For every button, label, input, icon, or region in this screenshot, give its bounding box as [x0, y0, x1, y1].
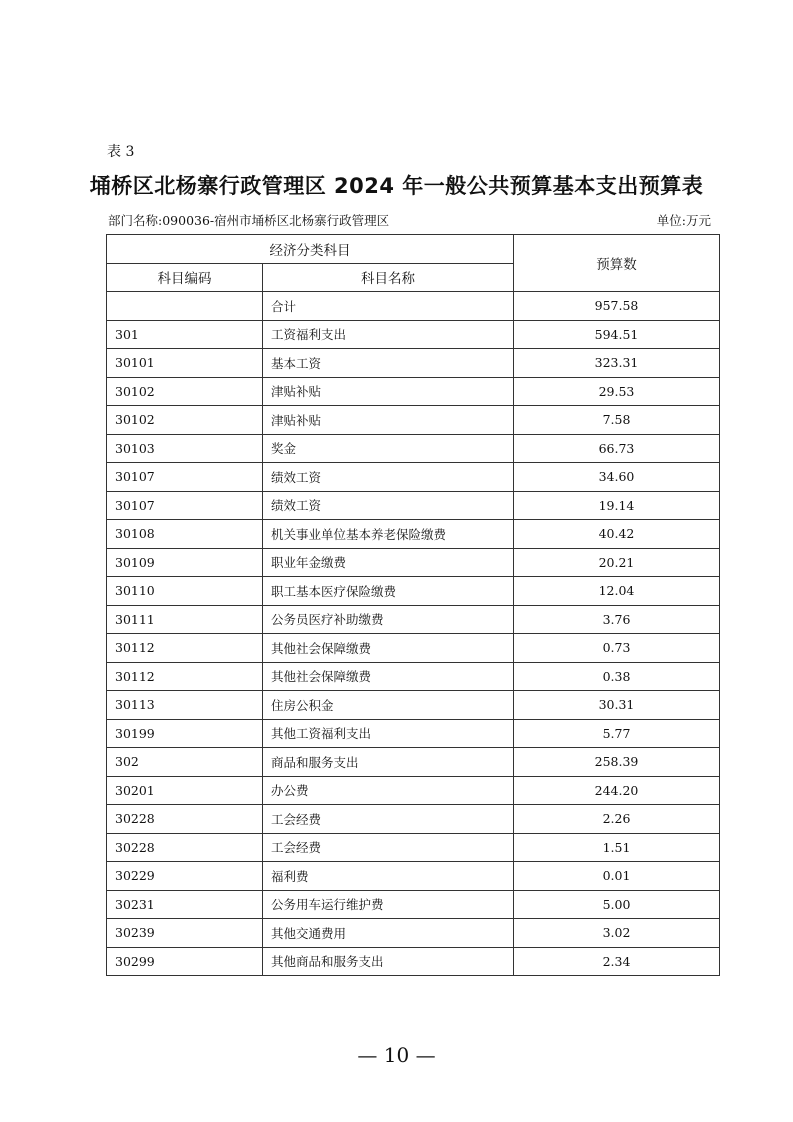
subject-code-cell: 30113: [107, 691, 263, 720]
header-economic-classification: 经济分类科目: [107, 235, 514, 264]
subject-name-cell: 基本工资: [263, 349, 514, 378]
unit-label: 单位:万元: [656, 213, 711, 228]
table-row: [107, 406, 720, 435]
budget-amount-cell: 0.38: [514, 662, 720, 691]
subject-code-cell: 30107: [107, 491, 263, 520]
budget-amount-cell: 0.01: [514, 862, 720, 891]
subject-code-cell: 30102: [107, 377, 263, 406]
table-row: [107, 634, 720, 663]
subject-code-cell: 30229: [107, 862, 263, 891]
subject-code-cell: 301: [107, 320, 263, 349]
budget-amount-cell: 20.21: [514, 548, 720, 577]
table-row: [107, 833, 720, 862]
budget-amount-cell: 323.31: [514, 349, 720, 378]
table-header: [107, 235, 720, 292]
subject-name-cell: 津贴补贴: [263, 406, 514, 435]
budget-amount-cell: 19.14: [514, 491, 720, 520]
subject-code-cell: 302: [107, 748, 263, 777]
table-row: [107, 776, 720, 805]
subject-name-cell: 合计: [263, 292, 514, 321]
table-row: [107, 662, 720, 691]
table-row: [107, 947, 720, 976]
subject-name-cell: 机关事业单位基本养老保险缴费: [263, 520, 514, 549]
subject-code-cell: 30299: [107, 947, 263, 976]
subject-code-cell: 30239: [107, 919, 263, 948]
budget-amount-cell: 5.77: [514, 719, 720, 748]
table-row: [107, 320, 720, 349]
table-row: [107, 520, 720, 549]
budget-amount-cell: 2.26: [514, 805, 720, 834]
budget-amount-cell: 29.53: [514, 377, 720, 406]
subject-name-cell: 职工基本医疗保险缴费: [263, 577, 514, 606]
subject-name-cell: 其他社会保障缴费: [263, 662, 514, 691]
table-row: [107, 919, 720, 948]
table-row: [107, 463, 720, 492]
table-row: [107, 577, 720, 606]
subject-name-cell: 其他工资福利支出: [263, 719, 514, 748]
subject-name-cell: 工会经费: [263, 833, 514, 862]
budget-amount-cell: 957.58: [514, 292, 720, 321]
subject-code-cell: 30108: [107, 520, 263, 549]
budget-amount-cell: 244.20: [514, 776, 720, 805]
budget-amount-cell: 594.51: [514, 320, 720, 349]
header-subject-code: 科目编码: [107, 263, 263, 292]
budget-amount-cell: 5.00: [514, 890, 720, 919]
subject-name-cell: 办公费: [263, 776, 514, 805]
subject-name-cell: 绩效工资: [263, 463, 514, 492]
subject-name-cell: 其他社会保障缴费: [263, 634, 514, 663]
budget-amount-cell: 3.76: [514, 605, 720, 634]
table-row: [107, 605, 720, 634]
subject-code-cell: 30101: [107, 349, 263, 378]
table-row: [107, 719, 720, 748]
budget-amount-cell: 0.73: [514, 634, 720, 663]
table-tag: 表 3: [107, 144, 135, 160]
subject-code-cell: 30228: [107, 805, 263, 834]
subject-name-cell: 工会经费: [263, 805, 514, 834]
table-body: [107, 292, 720, 976]
subject-code-cell: 30231: [107, 890, 263, 919]
subject-code-cell: 30112: [107, 662, 263, 691]
budget-table: [106, 234, 720, 976]
subject-name-cell: 津贴补贴: [263, 377, 514, 406]
header-subject-name: 科目名称: [263, 263, 514, 292]
table-row: [107, 548, 720, 577]
subject-code-cell: 30199: [107, 719, 263, 748]
page-title: 埇桥区北杨寨行政管理区 2024 年一般公共预算基本支出预算表: [89, 174, 704, 198]
table-row: [107, 862, 720, 891]
subject-code-cell: 30109: [107, 548, 263, 577]
budget-amount-cell: 34.60: [514, 463, 720, 492]
budget-amount-cell: 3.02: [514, 919, 720, 948]
subject-code-cell: 30112: [107, 634, 263, 663]
budget-amount-cell: 12.04: [514, 577, 720, 606]
subject-name-cell: 商品和服务支出: [263, 748, 514, 777]
budget-amount-cell: 40.42: [514, 520, 720, 549]
subject-name-cell: 住房公积金: [263, 691, 514, 720]
page-number: — 10 —: [357, 1043, 436, 1067]
budget-amount-cell: 66.73: [514, 434, 720, 463]
subject-name-cell: 奖金: [263, 434, 514, 463]
table-row: [107, 434, 720, 463]
subject-code-cell: 30228: [107, 833, 263, 862]
subject-code-cell: 30102: [107, 406, 263, 435]
table-row: [107, 377, 720, 406]
budget-amount-cell: 258.39: [514, 748, 720, 777]
subject-name-cell: 福利费: [263, 862, 514, 891]
table-row: [107, 491, 720, 520]
table-row: [107, 349, 720, 378]
table-row: [107, 691, 720, 720]
table-row: [107, 890, 720, 919]
budget-amount-cell: 1.51: [514, 833, 720, 862]
subject-name-cell: 公务员医疗补助缴费: [263, 605, 514, 634]
table-row: [107, 292, 720, 321]
budget-amount-cell: 2.34: [514, 947, 720, 976]
subject-code-cell: [107, 292, 263, 321]
subject-name-cell: 职业年金缴费: [263, 548, 514, 577]
subject-name-cell: 绩效工资: [263, 491, 514, 520]
subject-code-cell: 30107: [107, 463, 263, 492]
budget-amount-cell: 7.58: [514, 406, 720, 435]
subject-code-cell: 30103: [107, 434, 263, 463]
subject-name-cell: 其他交通费用: [263, 919, 514, 948]
subject-code-cell: 30110: [107, 577, 263, 606]
subject-name-cell: 其他商品和服务支出: [263, 947, 514, 976]
subject-name-cell: 工资福利支出: [263, 320, 514, 349]
header-budget-amount: 预算数: [514, 235, 720, 292]
budget-amount-cell: 30.31: [514, 691, 720, 720]
department-label: 部门名称:090036-宿州市埇桥区北杨寨行政管理区: [108, 213, 390, 228]
table-row: [107, 805, 720, 834]
subject-name-cell: 公务用车运行维护费: [263, 890, 514, 919]
table-row: [107, 748, 720, 777]
subject-code-cell: 30201: [107, 776, 263, 805]
subject-code-cell: 30111: [107, 605, 263, 634]
